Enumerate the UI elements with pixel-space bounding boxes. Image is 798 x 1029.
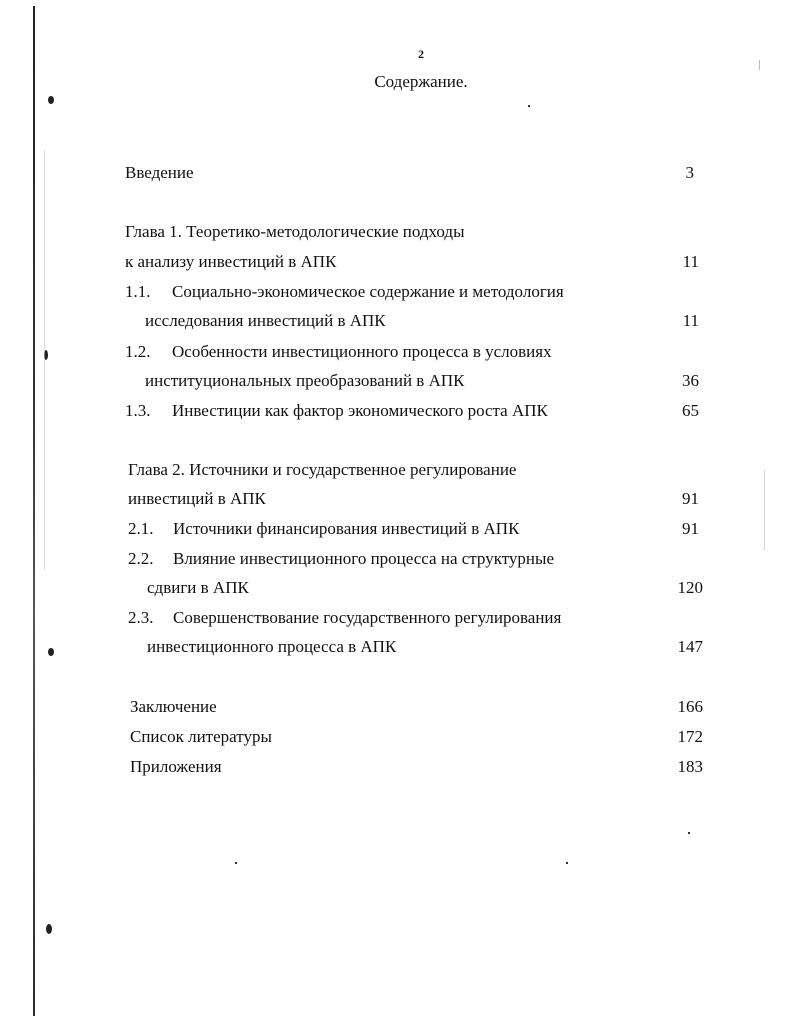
toc-appendices-page: 183 <box>677 757 703 776</box>
section-2-1-line1: Источники финансирования инвестиций в АПК <box>173 519 520 538</box>
toc-intro-label: Введение <box>125 163 194 182</box>
scan-dot <box>235 862 237 864</box>
toc-conclusion-label: Заключение <box>130 697 217 716</box>
section-1-2-line2: институциональных преобразований в АПК <box>145 371 465 390</box>
section-1-2-num: 1.2. <box>125 342 151 361</box>
section-2-2-line2: сдвиги в АПК <box>147 578 249 597</box>
scan-dot <box>566 862 568 864</box>
section-2-3-num: 2.3. <box>128 608 154 627</box>
section-2-2-line1: Влияние инвестиционного процесса на структурные <box>173 549 554 568</box>
section-2-2-num: 2.2. <box>128 549 154 568</box>
toc-bibliography-label: Список литературы <box>130 727 272 746</box>
toc-appendices-label: Приложения <box>130 757 222 776</box>
chapter2-title-line2: инвестиций в АПК <box>128 489 266 508</box>
section-2-1-page: 91 <box>682 519 699 538</box>
scan-speck <box>46 924 52 934</box>
scan-speck <box>48 96 54 104</box>
section-1-3-page: 65 <box>682 401 699 420</box>
section-2-1-num: 2.1. <box>128 519 154 538</box>
section-2-3-page: 147 <box>677 637 703 656</box>
chapter1-title-line2: к анализу инвестиций в АПК <box>125 252 337 271</box>
page-title: Содержание. <box>374 72 468 91</box>
chapter2-title-line1: Глава 2. Источники и государственное регулирование <box>128 460 517 479</box>
section-1-1-page: 11 <box>682 311 699 330</box>
chapter2-page: 91 <box>682 489 699 508</box>
section-1-3-num: 1.3. <box>125 401 151 420</box>
section-1-1-line1: Социально-экономическое содержание и методология <box>172 282 564 301</box>
section-1-1-line2: исследования инвестиций в АПК <box>145 311 386 330</box>
section-2-3-line1: Совершенствование государственного регулирования <box>173 608 562 627</box>
toc-conclusion-page: 166 <box>677 697 703 716</box>
chapter1-title-line1: Глава 1. Теоретико-методологические подходы <box>125 222 465 241</box>
section-2-3-line2: инвестиционного процесса в АПК <box>147 637 397 656</box>
section-1-2-page: 36 <box>682 371 699 390</box>
scan-faint-line <box>44 150 45 570</box>
section-1-1-num: 1.1. <box>125 282 151 301</box>
toc-bibliography-page: 172 <box>677 727 703 746</box>
scan-dot <box>528 105 530 107</box>
scan-faint-line <box>764 470 765 550</box>
toc-intro-page: 3 <box>685 163 694 182</box>
scan-dot <box>688 832 690 834</box>
section-1-2-line1: Особенности инвестиционного процесса в условиях <box>172 342 552 361</box>
scan-left-edge <box>33 6 35 1016</box>
section-1-3-line1: Инвестиции как фактор экономического роста АПК <box>172 401 548 420</box>
scan-speck <box>48 648 54 656</box>
chapter1-page: 11 <box>682 252 699 271</box>
section-2-2-page: 120 <box>677 578 703 597</box>
page-number: 2 <box>418 47 424 61</box>
